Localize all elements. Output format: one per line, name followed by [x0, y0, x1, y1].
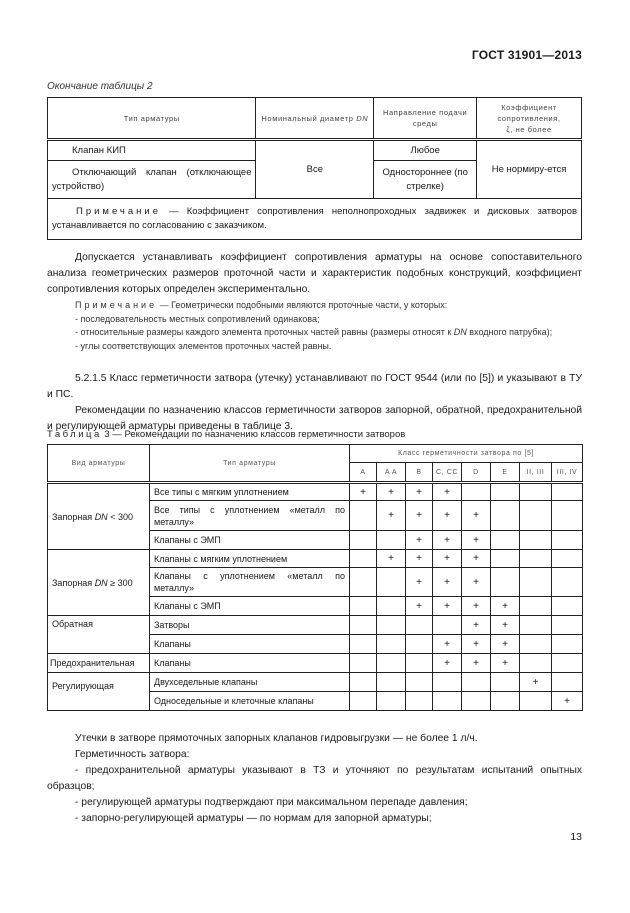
paragraph-text: 5.2.1.5 Класс герметичности затвора (утечку) устанавливают по ГОСТ 9544 (или по [5]) и указывают в ТУ и ПС.: [47, 373, 582, 400]
table2-direction-cell: Одностороннее (по стрелке): [374, 161, 477, 199]
mark-cell: +: [491, 597, 520, 616]
mark-cell: [520, 568, 552, 597]
table2-note-row: [48, 199, 582, 240]
mark-cell: [406, 673, 433, 692]
mark-cell: +: [433, 501, 462, 531]
paragraph-text: Герметичность затвора:: [75, 749, 190, 760]
table-row: [48, 616, 583, 635]
mark-cell: [491, 483, 520, 501]
mark-cell: [520, 616, 552, 635]
mark-cell: +: [406, 568, 433, 597]
mark-cell: [377, 616, 406, 635]
mark-cell: +: [462, 597, 491, 616]
table2-zeta-merged: Не нормиру-ется: [477, 140, 582, 199]
table-row: [48, 654, 583, 673]
caption-text: 3 — Рекомендации по назначению классов герметичности затворов: [101, 429, 406, 440]
mark-cell: [377, 531, 406, 550]
mark-cell: [552, 550, 583, 568]
mark-cell: [350, 654, 377, 673]
mark-cell: [520, 597, 552, 616]
table3-col-type: Тип арматуры: [150, 445, 350, 483]
kind-cell: Регулирующая: [48, 673, 150, 711]
table-3: [47, 444, 583, 711]
mark-cell: +: [433, 568, 462, 597]
mark-cell: [520, 483, 552, 501]
paragraph-text: Утечки в затворе прямоточных запорных клапанов гидровыгрузки — не более 1 л/ч.: [75, 733, 478, 744]
mark-cell: [406, 616, 433, 635]
mark-cell: [520, 550, 552, 568]
note-item-tail: входного патрубка);: [466, 327, 553, 337]
mark-cell: [406, 654, 433, 673]
mark-cell: [406, 692, 433, 711]
mark-cell: +: [520, 673, 552, 692]
mark-cell: [350, 550, 377, 568]
type-cell: Клапаны: [150, 635, 350, 654]
type-cell: Клапаны: [150, 654, 350, 673]
mark-cell: [491, 550, 520, 568]
mark-cell: [350, 501, 377, 531]
kind-tail: < 300: [107, 511, 133, 522]
type-cell: Двухседельные клапаны: [150, 673, 350, 692]
mark-cell: +: [462, 531, 491, 550]
mark-cell: +: [406, 531, 433, 550]
mark-cell: [552, 531, 583, 550]
mark-cell: +: [552, 692, 583, 711]
table-row: [48, 140, 582, 161]
mark-cell: +: [462, 501, 491, 531]
kind-dn: DN: [94, 511, 108, 522]
mark-cell: +: [433, 550, 462, 568]
kind-tail: ≥ 300: [107, 577, 133, 588]
mark-cell: [350, 616, 377, 635]
mark-cell: +: [491, 616, 520, 635]
mark-cell: +: [491, 635, 520, 654]
table2-col-direction: Направление подачи среды: [374, 98, 477, 140]
mark-cell: [552, 654, 583, 673]
mark-cell: +: [491, 654, 520, 673]
mark-cell: [491, 531, 520, 550]
mark-cell: [520, 635, 552, 654]
mark-cell: +: [462, 550, 491, 568]
table2-dn-merged: Все: [256, 140, 374, 199]
note-item: - углы соответствующих элементов проточных частей равны.: [75, 340, 332, 351]
paragraph-text: Допускается устанавливать коэффициент сопротивления арматуры на основе сопоставительного анализа геометрических размеров проточной части и характеристик подобных конструкций, коэффициент сопротивления которых определен экспериментально.: [47, 252, 582, 295]
paragraph-text: - регулирующей арматуры подтверждают при максимальном перепаде давления;: [75, 797, 468, 808]
mark-cell: +: [433, 597, 462, 616]
kind-cell: [48, 483, 150, 550]
mark-cell: [350, 531, 377, 550]
mark-cell: +: [462, 635, 491, 654]
note-intro: — Геометрически подобными являются проточные части, у которых:: [157, 300, 448, 310]
mark-cell: [350, 692, 377, 711]
table3-caption: [47, 429, 405, 440]
note-text: — Коэффициент сопротивления неполнопроходных задвижек и дисковых затворов устанавливается по согласованию с заказчиком.: [52, 206, 577, 231]
mark-cell: [350, 597, 377, 616]
mark-cell: [491, 692, 520, 711]
note-geometric: [47, 299, 582, 353]
mark-cell: +: [406, 483, 433, 501]
mark-cell: +: [350, 483, 377, 501]
mark-cell: [552, 616, 583, 635]
table2-col-dn: [256, 98, 374, 140]
mark-cell: [406, 635, 433, 654]
type-cell: Затворы: [150, 616, 350, 635]
kind-text: Запорная: [52, 511, 95, 522]
class-col: III, IV: [552, 463, 583, 483]
class-col: II, III: [520, 463, 552, 483]
table3-col-kind: Вид арматуры: [48, 445, 150, 483]
type-cell: Все типы с уплотнением «металл по металлу»: [150, 501, 350, 531]
document-code: ГОСТ 31901—2013: [471, 48, 582, 62]
mark-cell: [552, 635, 583, 654]
table2-caption: Окончание таблицы 2: [47, 81, 153, 92]
mark-cell: +: [377, 550, 406, 568]
table2-col-zeta: [477, 98, 582, 140]
table-row: [48, 550, 583, 568]
note-item-text: - относительные размеры каждого элемента проточных частей равны (размеры относят к: [75, 327, 454, 337]
class-col: A: [350, 463, 377, 483]
mark-cell: +: [462, 568, 491, 597]
table-row: [48, 673, 583, 692]
tail-paragraphs: [47, 731, 582, 827]
mark-cell: +: [406, 501, 433, 531]
mark-cell: [552, 673, 583, 692]
mark-cell: [433, 616, 462, 635]
mark-cell: [491, 501, 520, 531]
mark-cell: +: [433, 635, 462, 654]
mark-cell: [552, 501, 583, 531]
kind-cell: [48, 550, 150, 616]
paragraph-text: - запорно-регулирующей арматуры — по нормам для запорной арматуры;: [75, 813, 432, 824]
mark-cell: [377, 635, 406, 654]
page-number: 13: [570, 831, 582, 843]
mark-cell: [491, 568, 520, 597]
mark-cell: [377, 673, 406, 692]
mark-cell: +: [462, 654, 491, 673]
mark-cell: [350, 568, 377, 597]
class-col: C, CC: [433, 463, 462, 483]
table2-note: [48, 199, 582, 240]
table3-header-row: [48, 445, 583, 463]
note-item: - последовательность местных сопротивлений одинакова;: [75, 313, 320, 324]
mark-cell: [377, 597, 406, 616]
table2-col-type: Тип арматуры: [48, 98, 256, 140]
kind-cell: Предохранительная: [48, 654, 150, 673]
mark-cell: +: [433, 531, 462, 550]
note-item-dn: DN: [453, 327, 467, 337]
kind-dn: DN: [94, 577, 108, 588]
type-cell: Односедельные и клеточные клапаны: [150, 692, 350, 711]
mark-cell: [552, 597, 583, 616]
table3-col-class-group: Класс герметичности затвора по [5]: [350, 445, 583, 463]
mark-cell: [350, 635, 377, 654]
class-col: D: [462, 463, 491, 483]
table-2: [47, 97, 582, 240]
type-cell: Клапаны с ЭМП: [150, 597, 350, 616]
mark-cell: [520, 692, 552, 711]
mark-cell: +: [433, 654, 462, 673]
note-item: [47, 326, 582, 340]
class-col: E: [491, 463, 520, 483]
col-dn-text: Номинальный диаметр: [261, 113, 357, 123]
class-col: B: [406, 463, 433, 483]
mark-cell: [433, 673, 462, 692]
mark-cell: [462, 673, 491, 692]
mark-cell: [377, 568, 406, 597]
mark-cell: [552, 568, 583, 597]
paragraph-5-2-1-5: [47, 371, 582, 435]
table-row: [48, 483, 583, 501]
table2-header-row: [48, 98, 582, 140]
kind-text: Запорная: [52, 577, 95, 588]
note-intro-line: [47, 299, 582, 313]
caption-label: Таблица: [47, 429, 102, 440]
col-dn-italic: DN: [356, 113, 369, 123]
type-cell: Клапаны с ЭМП: [150, 531, 350, 550]
kind-cell: Обратная: [48, 616, 150, 654]
col-zeta-line2: ζ, не более: [506, 124, 552, 134]
mark-cell: [377, 654, 406, 673]
mark-cell: [520, 501, 552, 531]
mark-cell: [491, 673, 520, 692]
paragraph-coefficient: [47, 250, 582, 298]
class-col: A A: [377, 463, 406, 483]
mark-cell: [520, 531, 552, 550]
mark-cell: +: [433, 483, 462, 501]
mark-cell: [520, 654, 552, 673]
paragraph-text: Рекомендации по назначению классов герметичности затворов запорной, обратной, предохранительной и регулирующей арматуры приведены в таблице 3.: [47, 405, 582, 432]
mark-cell: [433, 692, 462, 711]
mark-cell: +: [377, 483, 406, 501]
mark-cell: [377, 692, 406, 711]
type-cell: Клапаны с мягким уплотнением: [150, 550, 350, 568]
mark-cell: +: [406, 597, 433, 616]
mark-cell: [350, 673, 377, 692]
mark-cell: [462, 692, 491, 711]
mark-cell: [552, 483, 583, 501]
paragraph-text: - предохранительной арматуры указывают в ТЗ и уточняют по результатам испытаний опытных образцов;: [47, 765, 582, 792]
mark-cell: +: [377, 501, 406, 531]
note-label: Примечание: [75, 300, 158, 310]
table2-type-cell: Отключающий клапан (отключающее устройство): [48, 161, 256, 199]
col-zeta-line1: Коэффициент сопротивления,: [497, 102, 561, 123]
table2-type-cell: Клапан КИП: [48, 140, 256, 161]
type-cell: Клапаны с уплотнением «металл по металлу»: [150, 568, 350, 597]
mark-cell: +: [462, 616, 491, 635]
mark-cell: +: [406, 550, 433, 568]
note-label: Примечание: [76, 206, 161, 217]
mark-cell: [462, 483, 491, 501]
type-cell: Все типы с мягким уплотнением: [150, 483, 350, 501]
table2-direction-cell: Любое: [374, 140, 477, 161]
